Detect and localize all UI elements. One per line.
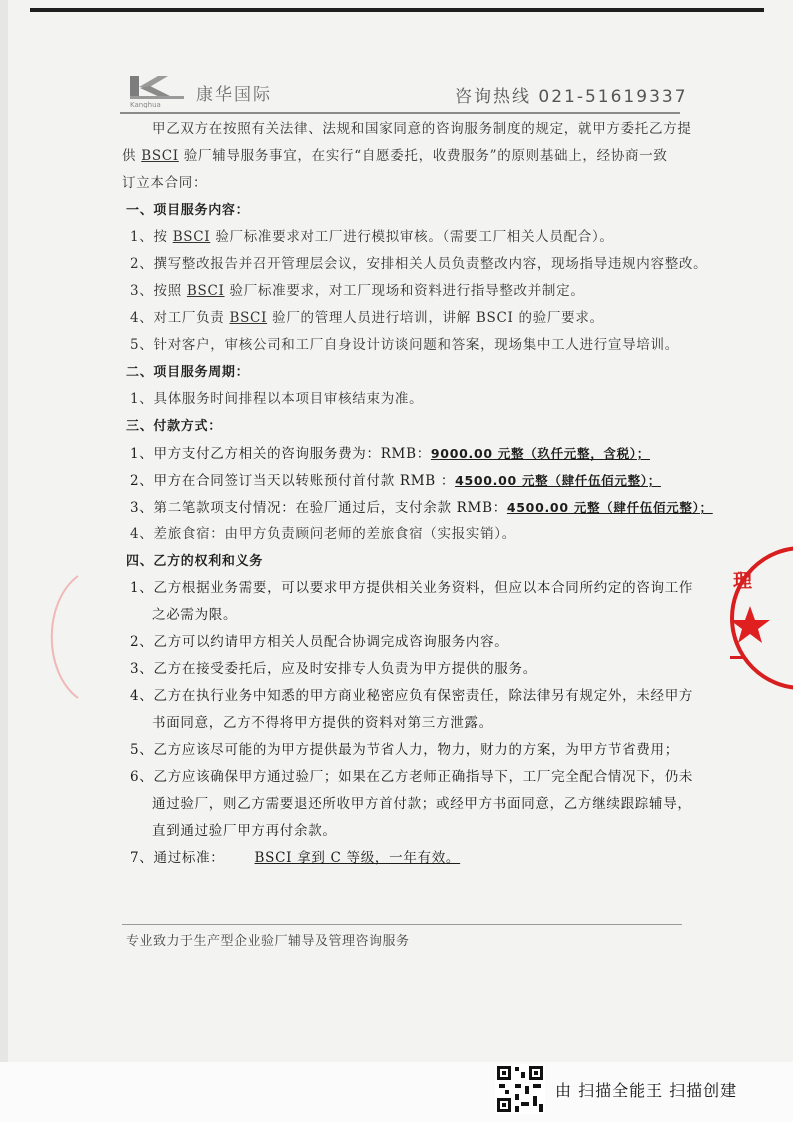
intro-line-3: 订立本合同： bbox=[122, 175, 208, 191]
intro-line-2: 供 BSCI 验厂辅导服务事宜，在实行“自愿委托，收费服务”的原则基础上，经协商一致 bbox=[122, 148, 668, 164]
seal-text: 理 bbox=[733, 570, 754, 592]
payment-amount: 4500.00 元整（肆仟伍佰元整）； bbox=[455, 473, 661, 488]
payment-item: 2、甲方在合同签订当天以转账预付首付款 RMB ：4500.00 元整（肆仟伍佰元整）； bbox=[130, 473, 661, 489]
section4-line: 1、乙方根据业务需要，可以要求甲方提供相关业务资料，但应以本合同所约定的咨询工作 bbox=[130, 580, 694, 596]
qr-code-icon[interactable] bbox=[495, 1064, 545, 1114]
payment-amount: 4500.00 元整（肆仟伍佰元整）； bbox=[506, 500, 713, 515]
section4-line: 5、乙方应该尽可能的为甲方提供最为节省人力，物力，财力的方案，为甲方节省费用； bbox=[130, 742, 679, 758]
scanner-watermark: 由 扫描全能王 扫描创建 bbox=[555, 1081, 738, 1100]
scan-top-edge bbox=[30, 8, 764, 12]
payment-amount: 9000.00 元整（玖仟元整，含税）； bbox=[430, 446, 650, 461]
company-logo-icon bbox=[128, 76, 188, 108]
ghost-seal-mark bbox=[38, 572, 88, 702]
section1-item: 5、针对客户，审核公司和工厂自身设计访谈问题和答案，现场集中工人进行宣导培训。 bbox=[130, 337, 679, 353]
section1-title: 一、项目服务内容： bbox=[126, 203, 250, 218]
footer-slogan: 专业致力于生产型企业验厂辅导及管理咨询服务 bbox=[126, 934, 410, 949]
section1-item: 4、对工厂负责 BSCI 验厂的管理人员进行培训，讲解 BSCI 的验厂要求。 bbox=[130, 310, 604, 326]
bsci-underline: BSCI bbox=[141, 148, 179, 164]
section4-line: 通过验厂，则乙方需要退还所收甲方首付款；或经甲方书面同意，乙方继续跟踪辅导， bbox=[152, 796, 692, 812]
payment-item: 1、甲方支付乙方相关的咨询服务费为：RMB：9000.00 元整（玖仟元整，含税）； bbox=[130, 446, 650, 462]
section1-item: 1、按 BSCI 验厂标准要求对工厂进行模拟审核。（需要工厂相关人员配合）。 bbox=[130, 229, 614, 245]
pass-standard-value: BSCI 拿到 C 等级，一年有效。 bbox=[254, 850, 461, 866]
section1-item: 2、撰写整改报告并召开管理层会议，安排相关人员负责整改内容，现场指导违规内容整改。 bbox=[130, 256, 708, 272]
pass-standard: 7、通过标准： BSCI 拿到 C 等级，一年有效。 bbox=[122, 845, 682, 872]
section2-item: 1、具体服务时间排程以本项目审核结束为准。 bbox=[130, 391, 424, 407]
section1-item: 3、按照 BSCI 验厂标准要求，对工厂现场和资料进行指导整改并制定。 bbox=[130, 283, 585, 299]
contract-body bbox=[122, 116, 713, 872]
logo-sub: Kanghua bbox=[130, 101, 161, 108]
section4-line: 6、乙方应该确保甲方通过验厂；如果在乙方老师正确指导下，工厂完全配合情况下，仍未 bbox=[130, 769, 694, 785]
section4-title: 四、乙方的权利和义务 bbox=[126, 554, 264, 569]
section4-line: 之必需为限。 bbox=[152, 607, 238, 623]
header-divider bbox=[120, 112, 680, 114]
section4-line: 书面同意，乙方不得将甲方提供的资料对第三方泄露。 bbox=[152, 715, 493, 731]
payment-item: 3、第二笔款项支付情况：在验厂通过后，支付余款 RMB：4500.00 元整（肆仟伍佰元整）； bbox=[130, 500, 713, 516]
payment-item: 4、差旅食宿：由甲方负责顾问老师的差旅食宿（实报实销）。 bbox=[130, 526, 516, 542]
scan-shadow-left bbox=[0, 0, 8, 1062]
section2-title: 二、项目服务周期： bbox=[126, 365, 250, 380]
company-name: 康华国际 bbox=[196, 85, 272, 105]
section4-line: 2、乙方可以约请甲方相关人员配合协调完成咨询服务内容。 bbox=[130, 634, 509, 650]
section3-title: 三、付款方式： bbox=[126, 419, 222, 434]
intro-line-1: 甲乙双方在按照有关法律、法规和国家同意的咨询服务制度的规定，就甲方委托乙方提 bbox=[152, 121, 692, 137]
section4-line: 3、乙方在接受委托后，应及时安排专人负责为甲方提供的服务。 bbox=[130, 661, 537, 677]
section4-line: 直到通过验厂甲方再付余款。 bbox=[152, 823, 337, 839]
section4-line: 4、乙方在执行业务中知悉的甲方商业秘密应负有保密责任，除法律另有规定外，未经甲方 bbox=[130, 688, 694, 704]
hotline: 咨询热线 021-51619337 bbox=[455, 87, 688, 107]
footer-divider bbox=[122, 924, 682, 925]
